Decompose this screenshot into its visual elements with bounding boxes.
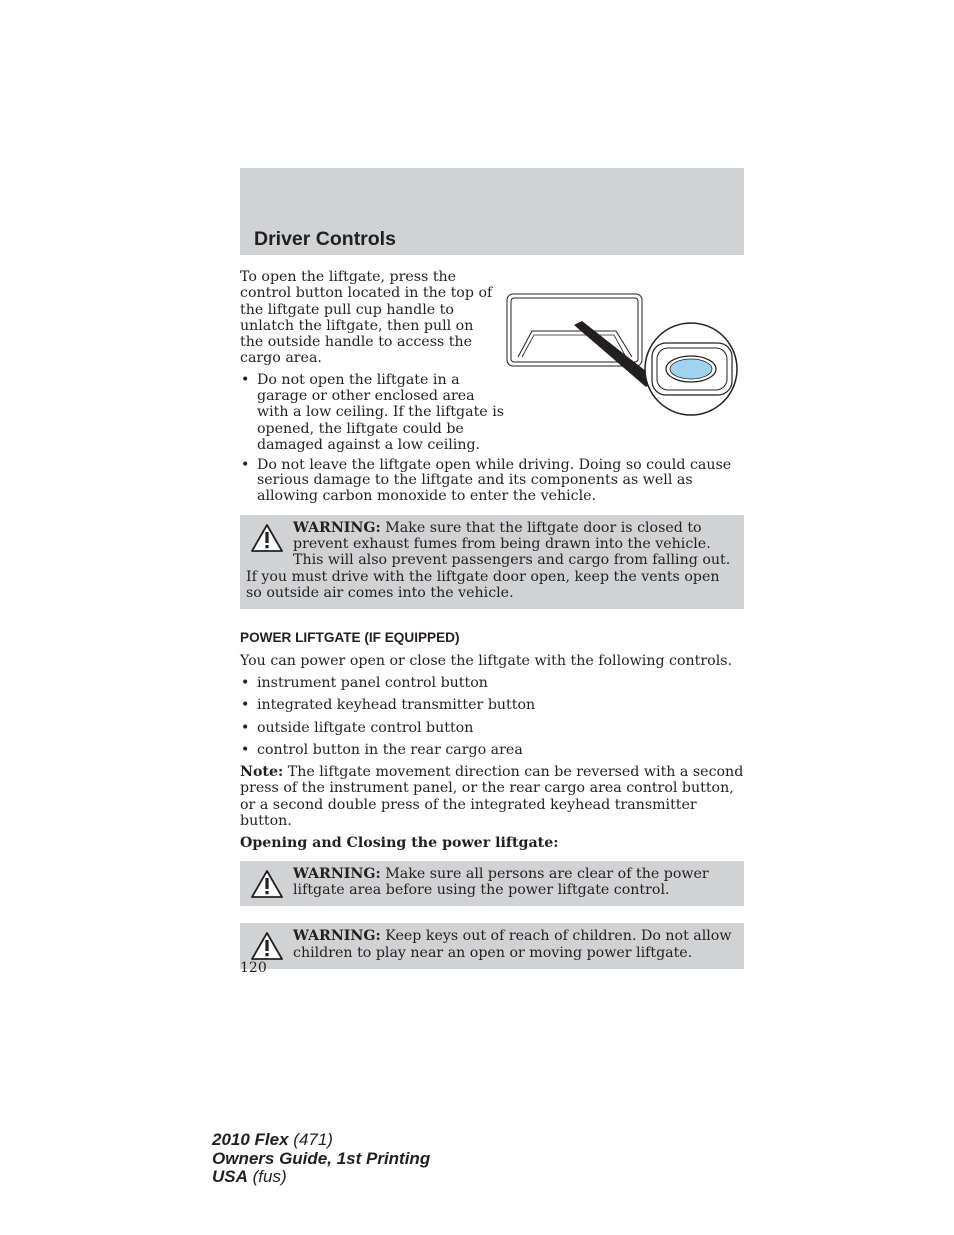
warning-box-exhaust [240, 515, 744, 609]
warning-triangle-icon [250, 931, 284, 961]
list-item: • Do not leave the liftgate open while driving. Doing so could cause serious damage to the liftgate and its components as well as allowing carbon monoxide to enter the vehicle. [240, 458, 744, 504]
liftgate-button-illustration [504, 291, 744, 421]
footer-line-model [212, 1131, 430, 1150]
list-item: • control button in the rear cargo area [240, 742, 744, 758]
subheading: Opening and Closing the power liftgate: [240, 835, 559, 852]
warning-label: WARNING: [293, 865, 381, 882]
warning-body: Make sure that the liftgate door is closed to prevent exhaust fumes from being drawn into the vehicle. This will also prevent passengers and cargo from falling out. If you must drive with the liftgate door open, keep the vents open so outside air comes into the vehicle. [246, 519, 731, 602]
note-label: Note: [240, 764, 284, 781]
list-item: • Do not open the liftgate in a garage or other enclosed area with a low ceiling. If the liftgate is opened, the liftgate could be damaged against a low ceiling. [240, 372, 510, 453]
power-liftgate-intro: You can power open or close the liftgate with the following controls. [240, 652, 733, 669]
footer-model: 2010 Flex [212, 1130, 289, 1149]
warning-text [246, 928, 736, 961]
warning-triangle-icon [250, 869, 284, 899]
warning-text [246, 866, 736, 899]
warning-label: WARNING: [293, 519, 381, 536]
power-liftgate-controls [240, 675, 744, 758]
liftgate-cautions-continued [240, 458, 744, 504]
footer-line-region [212, 1168, 430, 1187]
warning-triangle-icon [250, 523, 284, 553]
warning-box-children [240, 923, 744, 969]
warning-box-clear-area [240, 861, 744, 907]
footer-printing: Owners Guide, 1st Printing [212, 1148, 431, 1168]
list-item: • integrated keyhead transmitter button [240, 697, 744, 713]
note-body: The liftgate movement direction can be reversed with a second press of the instrument panel, or the rear cargo area control button, or a second double press of the integrated keyhead transmitter button. [240, 764, 744, 830]
footer-region-code: (fus) [247, 1167, 287, 1186]
note-paragraph [240, 764, 744, 829]
main-content [240, 269, 744, 969]
footer [212, 1131, 430, 1187]
footer-model-code: (471) [288, 1130, 333, 1149]
warning-text [246, 520, 736, 601]
section-heading: POWER LIFTGATE (IF EQUIPPED) [240, 630, 460, 646]
footer-region: USA [212, 1167, 248, 1186]
intro-section [240, 269, 744, 453]
header-band [240, 168, 744, 255]
warning-body: Make sure all persons are clear of the power liftgate area before using the power liftgate control. [293, 865, 709, 898]
warning-label: WARNING: [293, 928, 381, 945]
page-title: Driver Controls [254, 228, 396, 250]
warning-body: Keep keys out of reach of children. Do not allow children to play near an open or moving power liftgate. [293, 928, 732, 961]
list-item: • instrument panel control button [240, 675, 744, 691]
intro-paragraph: To open the liftgate, press the control button located in the top of the liftgate pull cup handle to unlatch the liftgate, then pull on the outside handle to access the cargo area. [240, 269, 493, 367]
list-item: • outside liftgate control button [240, 720, 744, 736]
page-number: 120 [240, 960, 267, 976]
